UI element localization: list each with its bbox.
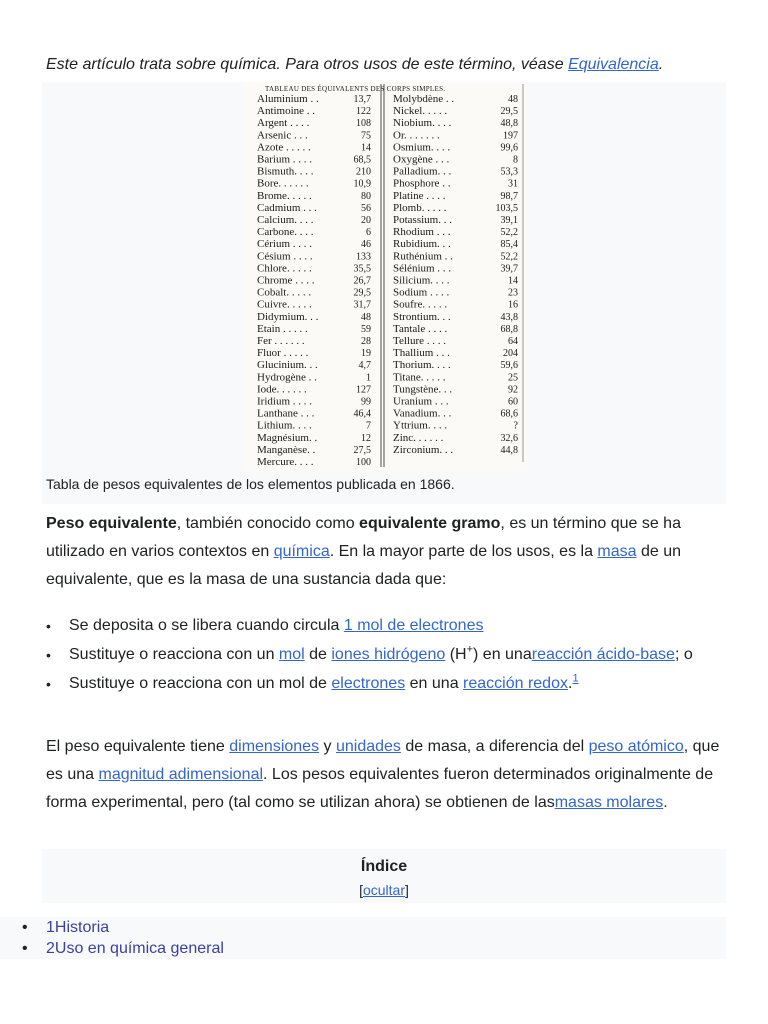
element-name: Tellure . . . . <box>393 335 446 347</box>
element-name: Palladium. . . <box>393 165 452 178</box>
equivalent-value: 133 <box>356 251 371 263</box>
hatnote <box>46 54 726 76</box>
element-name: Magnésium. . <box>257 431 318 444</box>
equivalent-value: 68,6 <box>500 408 518 420</box>
equivalent-value: 6 <box>366 227 371 239</box>
toc-bracket: ] <box>405 882 409 898</box>
element-name: Ruthénium . . <box>393 250 453 263</box>
bullet-text: en una <box>405 675 464 692</box>
toc-item-uso[interactable] <box>0 938 726 959</box>
element-name: Plomb. . . . . <box>393 201 447 214</box>
equivalent-value: 20 <box>361 215 371 226</box>
electrones-link[interactable]: electrones <box>331 675 406 692</box>
element-name: Yttrium. . . . <box>393 419 448 432</box>
scan-table-title: TABLEAU DES ÉQUIVALENTS DES CORPS SIMPLES. <box>265 85 446 93</box>
toc-item-historia[interactable] <box>0 917 726 938</box>
equivalent-value: 48 <box>361 311 371 323</box>
element-name: Silicium. . . . <box>393 274 450 287</box>
hatnote-text: Este artículo trata sobre química. Para otros usos de este término, véase <box>46 56 569 73</box>
element-name: Sélénium . . . <box>393 262 452 275</box>
element-name: Molybdène . . <box>393 93 455 105</box>
element-name: Vanadium. . . <box>393 407 452 420</box>
element-name: Bore. . . . . . <box>257 177 309 190</box>
figure-box <box>42 82 726 504</box>
equivalent-value: 29,5 <box>500 106 518 118</box>
para2-text-1: El peso equivalente tiene <box>46 738 230 755</box>
element-name: Sodium . . . . <box>393 286 450 299</box>
equivalent-value: 75 <box>361 130 371 142</box>
para2-text-6: . <box>663 794 668 811</box>
equivalent-value: 16 <box>508 299 518 311</box>
list-item <box>46 641 726 669</box>
equivalent-value: 56 <box>361 202 371 214</box>
element-name: Uranium . . . <box>393 395 449 408</box>
toc-number: 1 <box>46 919 55 936</box>
equivalent-value: 108 <box>356 118 371 130</box>
element-name: Aluminium . . <box>257 93 319 105</box>
element-name: Or. . . . . . . <box>393 129 440 142</box>
equivalent-value: 25 <box>508 372 518 384</box>
equivalent-value: 28 <box>361 336 371 347</box>
toc-title: Índice <box>360 858 408 875</box>
element-name: Potassium. . . <box>393 214 452 226</box>
toc-label: Historia <box>54 919 110 936</box>
peso-atomico-link[interactable]: peso atómico <box>588 738 684 755</box>
element-name: Chrome . . . . <box>257 274 315 287</box>
toc-bracket: [ <box>359 882 363 898</box>
equivalent-value: 32,6 <box>500 432 518 444</box>
bullet-text: . <box>567 675 573 692</box>
scan-svg <box>243 82 527 472</box>
equivalent-value: 26,7 <box>353 275 371 287</box>
term-peso-equivalente: Peso equivalente <box>46 515 177 532</box>
equivalent-value: 12 <box>361 432 371 444</box>
equivalent-value: 59,6 <box>500 360 518 372</box>
element-name: Lanthane . . . <box>257 407 315 420</box>
element-name: Mercure. . . . <box>257 456 314 468</box>
element-name: Zinc. . . . . . <box>393 431 444 444</box>
para2-text-5: . Los pesos equivalentes fueron determinados originalmente de forma experimental, pero (tal como se utilizan ahora) se obtienen de las <box>46 766 714 811</box>
element-name: Cobalt. . . . . <box>257 286 312 299</box>
equivalent-value: 64 <box>508 336 518 347</box>
equivalent-value: 85,4 <box>500 239 518 251</box>
equivalent-value: 92 <box>508 384 518 396</box>
bullet-text: (H <box>445 646 467 663</box>
equivalent-value: 53,3 <box>500 166 518 178</box>
element-name: Argent . . . . <box>257 117 310 130</box>
term-equivalente-gramo: equivalente gramo <box>359 515 501 532</box>
equivalent-value: 23 <box>508 287 518 299</box>
mol-electrones-link[interactable]: 1 mol de electrones <box>343 617 484 634</box>
bullet-text: ) en una <box>473 646 532 663</box>
element-name: Thorium. . . . <box>393 359 451 372</box>
equivalent-value: 43,8 <box>500 311 518 323</box>
intro-paragraph <box>46 510 726 594</box>
toc-hide-link[interactable]: ocultar <box>362 882 406 898</box>
element-name: Glucinium. . . <box>257 359 318 372</box>
equivalent-value: 210 <box>356 166 371 178</box>
element-name: Niobium. . . . <box>393 117 452 130</box>
element-name: Strontium. . . <box>393 310 451 323</box>
figure-caption: Tabla de pesos equivalentes de los elementos publicada en 1866. <box>46 476 455 492</box>
element-name: Zirconium. . . <box>393 443 454 456</box>
equivalent-value: 13,7 <box>353 94 371 105</box>
equivalent-value: 29,5 <box>353 287 371 299</box>
element-name: Rhodium . . . <box>393 226 451 239</box>
unidades-link[interactable]: unidades <box>335 738 401 755</box>
hatnote-end: . <box>658 56 664 73</box>
equivalent-value: 59 <box>361 323 371 335</box>
dimensiones-link[interactable]: dimensiones <box>229 738 320 755</box>
equivalent-value: 14 <box>508 275 518 287</box>
para2-text-3: de masa, a diferencia del <box>400 738 589 755</box>
equivalent-value: 60 <box>508 396 518 408</box>
quimica-link[interactable]: química <box>273 543 330 560</box>
equivalent-value: 204 <box>503 348 518 360</box>
element-name: Manganèse. . <box>257 443 316 456</box>
element-name: Chlore. . . . . <box>257 262 312 275</box>
element-name: Calcium. . . . <box>257 214 314 226</box>
element-name: Thallium . . . <box>393 347 450 360</box>
equivalent-value: 14 <box>361 142 371 154</box>
reaccion-acido-base-link[interactable]: reacción ácido-base <box>531 646 675 663</box>
superscript-plus: + <box>466 643 474 656</box>
element-name: Cérium . . . . <box>257 238 312 251</box>
equivalent-value: 1 <box>366 372 371 384</box>
element-name: Tungstène. . . <box>393 383 453 396</box>
equivalent-value: 98,7 <box>500 190 518 202</box>
bullet-text: de <box>304 646 332 663</box>
equivalent-value: ? <box>513 420 518 432</box>
left-column <box>257 93 371 468</box>
equivalent-value: 39,1 <box>500 215 518 226</box>
iones-hidrogeno-link[interactable]: iones hidrógeno <box>331 646 446 663</box>
table-of-contents <box>42 849 726 903</box>
element-name: Arsenic . . . <box>257 129 308 142</box>
toc-toggle <box>42 881 726 899</box>
equivalent-value: 46,4 <box>353 408 371 420</box>
equivalent-value: 127 <box>356 384 371 396</box>
equivalent-value: 100 <box>356 457 371 468</box>
element-name: Titane. . . . . <box>393 371 446 384</box>
mol-link[interactable]: mol <box>278 646 305 663</box>
equivalent-value: 35,5 <box>353 263 371 275</box>
equivalent-value: 103,5 <box>495 202 518 214</box>
bullet-text: Sustituye o reacciona con un <box>69 646 279 663</box>
element-name: Oxygène . . . <box>393 153 450 166</box>
element-name: Rubidium. . . <box>393 238 451 251</box>
element-name: Iridium . . . . <box>257 395 312 408</box>
para2-text-2: y <box>319 738 336 755</box>
intro-text-2: , es un término que se ha utilizado en varios contextos en <box>46 515 681 560</box>
intro-text-3: . En la mayor parte de los usos, es la <box>329 543 598 560</box>
masa-link[interactable]: masa <box>597 543 637 560</box>
element-name: Didymium. . . <box>257 310 319 323</box>
element-name: Soufre. . . . . <box>393 298 448 311</box>
equivalent-value: 8 <box>513 154 518 166</box>
element-name: Cuivre. . . . . <box>257 298 312 311</box>
bullet-text: Se deposita o se libera cuando circula <box>69 617 344 634</box>
element-name: Fluor . . . . . <box>257 347 309 360</box>
toc-number: 2 <box>46 940 55 957</box>
equivalent-value: 27,5 <box>353 444 371 456</box>
toc-link[interactable] <box>46 919 109 936</box>
element-name: Antimoine . . <box>257 105 316 118</box>
element-name: Platine . . . . <box>393 189 446 202</box>
list-item <box>46 612 726 640</box>
element-name: Carbone. . . . <box>257 226 314 239</box>
element-name: Fer . . . . . . <box>257 335 305 347</box>
reaccion-redox-link[interactable]: reacción redox <box>463 675 568 692</box>
equivalent-value: 197 <box>503 130 518 142</box>
element-name: Cadmium . . . <box>257 201 317 214</box>
element-name: Iode. . . . . . <box>257 383 307 396</box>
element-name: Lithium. . . . <box>257 419 312 432</box>
toc-link[interactable] <box>46 940 224 957</box>
magnitud-adimensional-link[interactable]: magnitud adimensional <box>98 766 264 783</box>
equivalent-value: 80 <box>361 190 371 202</box>
intro-text-4: de un equivalente, que es la masa de una sustancia dada que: <box>46 543 682 588</box>
equivalent-value: 68,5 <box>353 154 371 166</box>
equivalent-value: 10,9 <box>353 178 371 190</box>
equivalent-value: 48 <box>508 94 518 105</box>
para2-text-4: , que es una <box>46 738 720 783</box>
toc-list <box>0 917 726 959</box>
element-name: Brome. . . . . <box>257 189 312 202</box>
element-name: Etain . . . . . <box>257 322 308 335</box>
equivalent-value: 39,7 <box>500 263 518 275</box>
equivalencia-link[interactable]: Equivalencia <box>568 56 659 73</box>
equivalent-value: 19 <box>361 348 371 360</box>
reference-link[interactable]: 1 <box>572 672 579 685</box>
equivalent-value: 122 <box>356 106 371 118</box>
equivalent-value: 68,8 <box>500 323 518 335</box>
element-name: Nickel. . . . . <box>393 105 448 118</box>
equivalent-value: 4,7 <box>358 360 371 372</box>
equivalent-value: 46 <box>361 239 371 251</box>
equivalent-value: 7 <box>366 420 371 432</box>
equivalent-value: 31 <box>508 178 518 190</box>
list-item <box>46 670 726 698</box>
scanned-equivalents-table[interactable] <box>243 82 527 472</box>
bullet-text: ; o <box>674 646 693 663</box>
element-name: Césium . . . . <box>257 250 313 263</box>
equivalent-value: 99 <box>361 396 371 408</box>
equivalent-value: 99,6 <box>500 142 518 154</box>
element-name: Barium . . . . <box>257 153 312 166</box>
equivalent-value: 52,2 <box>500 227 518 239</box>
element-name: Phosphore . . <box>393 177 451 190</box>
element-name: Bismuth. . . . <box>257 165 314 178</box>
equivalent-value: 52,2 <box>500 251 518 263</box>
element-name: Tantale . . . . <box>393 322 448 335</box>
bullet-text: Sustituye o reacciona con un mol de <box>69 675 332 692</box>
equivalent-value: 31,7 <box>353 299 371 311</box>
toc-label: Uso en química general <box>54 940 224 957</box>
second-paragraph <box>46 733 726 817</box>
right-column <box>393 93 519 456</box>
element-name: Hydrogène . . <box>257 371 317 384</box>
intro-text-1: , también conocido como <box>176 515 360 532</box>
equivalent-value: 44,8 <box>500 444 518 456</box>
element-name: Osmium. . . . <box>393 141 451 154</box>
masas-molares-link[interactable]: masas molares <box>554 794 664 811</box>
definition-list <box>46 612 726 699</box>
equivalent-value: 48,8 <box>500 118 518 130</box>
element-name: Azote . . . . . <box>257 141 311 154</box>
